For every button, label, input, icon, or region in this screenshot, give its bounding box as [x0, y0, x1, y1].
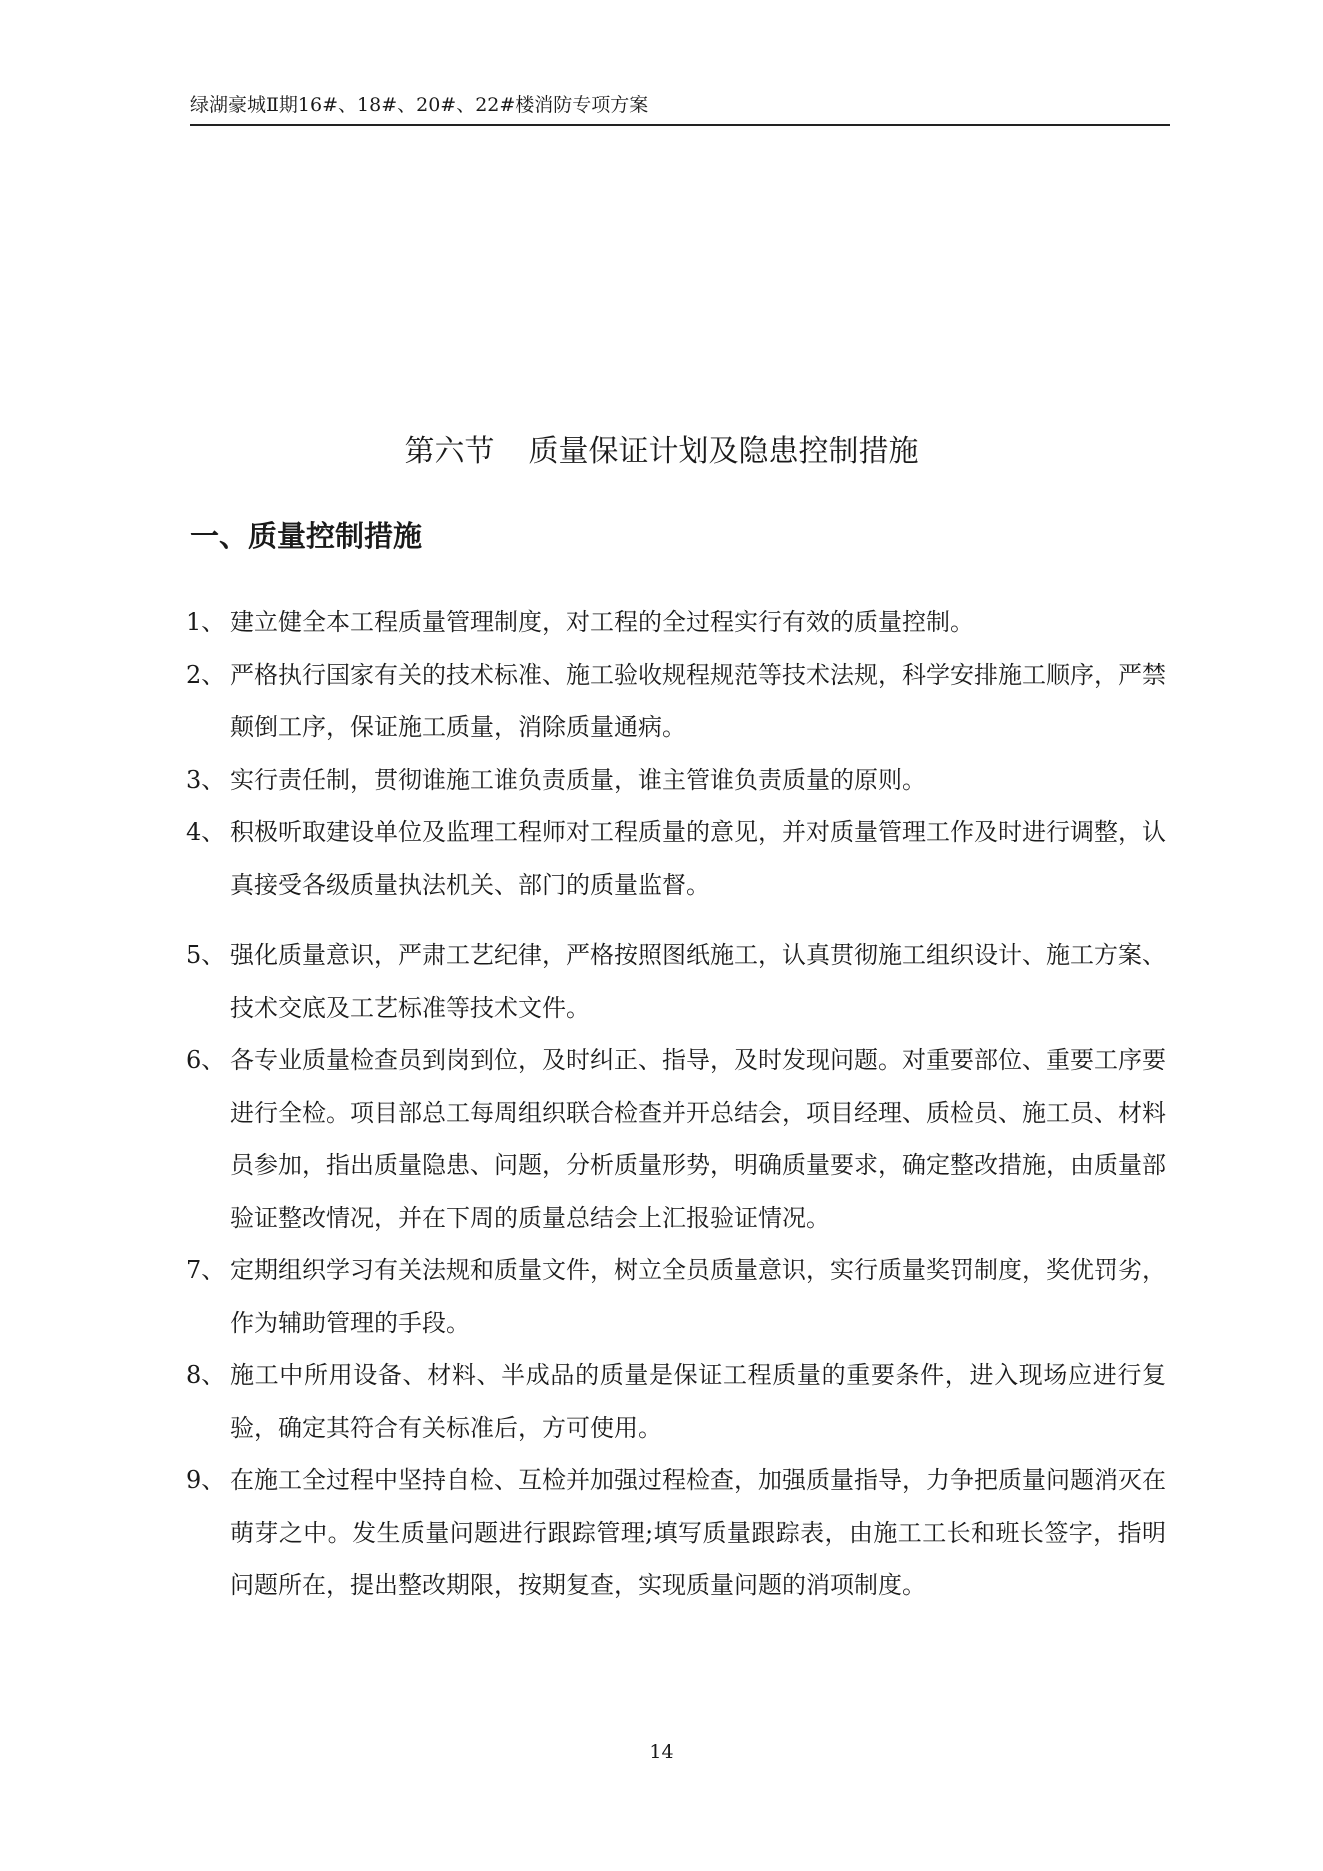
list-item — [186, 754, 1166, 807]
item-number: 7、 — [186, 1256, 226, 1284]
item-text: 积极听取建设单位及监理工程师对工程质量的意见，并对质量管理工作及时进行调整，认真接受各级质量执法机关、部门的质量监督。 — [230, 818, 1166, 899]
item-number: 4、 — [186, 818, 226, 846]
item-text: 定期组织学习有关法规和质量文件，树立全员质量意识，实行质量奖罚制度，奖优罚劣，作为辅助管理的手段。 — [230, 1256, 1166, 1337]
list-item — [186, 1244, 1166, 1349]
list-item — [186, 1034, 1166, 1244]
item-number: 9、 — [186, 1466, 226, 1494]
list-item — [186, 649, 1166, 754]
item-text: 建立健全本工程质量管理制度，对工程的全过程实行有效的质量控制。 — [230, 608, 974, 636]
section-number: 第六节 — [404, 434, 495, 469]
item-number: 2、 — [186, 660, 226, 689]
item-number: 8、 — [186, 1361, 226, 1389]
list-item — [186, 1454, 1166, 1612]
item-text: 实行责任制，贯彻谁施工谁负责质量，谁主管谁负责质量的原则。 — [230, 765, 926, 794]
section-heading: 质量保证计划及隐患控制措施 — [528, 434, 919, 469]
quality-measures-list — [186, 596, 1166, 1612]
item-text: 在施工全过程中坚持自检、互检并加强过程检查，加强质量指导，力争把质量问题消灭在萌芽之中。发生质量问题进行跟踪管理;填写质量跟踪表，由施工工长和班长签字，指明问题所在，提出整改期限，按期复查，实现质量问题的消项制度。 — [230, 1466, 1166, 1599]
subsection-title: 一、质量控制措施 — [190, 519, 423, 553]
page-header: 绿湖豪城Ⅱ期16#、18#、20#、22#楼消防专项方案 — [190, 92, 1170, 126]
item-number: 6、 — [186, 1046, 226, 1074]
item-number: 5、 — [186, 941, 226, 969]
list-item — [186, 596, 1166, 649]
item-number: 1、 — [186, 608, 226, 636]
item-text: 强化质量意识，严肃工艺纪律，严格按照图纸施工，认真贯彻施工组织设计、施工方案、技术交底及工艺标准等技术文件。 — [230, 941, 1166, 1022]
list-item — [186, 806, 1166, 911]
item-text: 施工中所用设备、材料、半成品的质量是保证工程质量的重要条件，进入现场应进行复验，确定其符合有关标准后，方可使用。 — [230, 1361, 1166, 1442]
section-title — [0, 432, 1323, 472]
list-item — [186, 929, 1166, 1034]
item-text: 严格执行国家有关的技术标准、施工验收规程规范等技术法规，科学安排施工顺序，严禁颠倒工序，保证施工质量，消除质量通病。 — [230, 660, 1166, 741]
item-number: 3、 — [186, 765, 226, 794]
list-item — [186, 1349, 1166, 1454]
page-number: 14 — [649, 1741, 674, 1763]
item-text: 各专业质量检查员到岗到位，及时纠正、指导，及时发现问题。对重要部位、重要工序要进行全检。项目部总工每周组织联合检查并开总结会，项目经理、质检员、施工员、材料员参加，指出质量隐患、问题，分析质量形势，明确质量要求，确定整改措施，由质量部验证整改情况，并在下周的质量总结会上汇报验证情况。 — [230, 1046, 1166, 1232]
